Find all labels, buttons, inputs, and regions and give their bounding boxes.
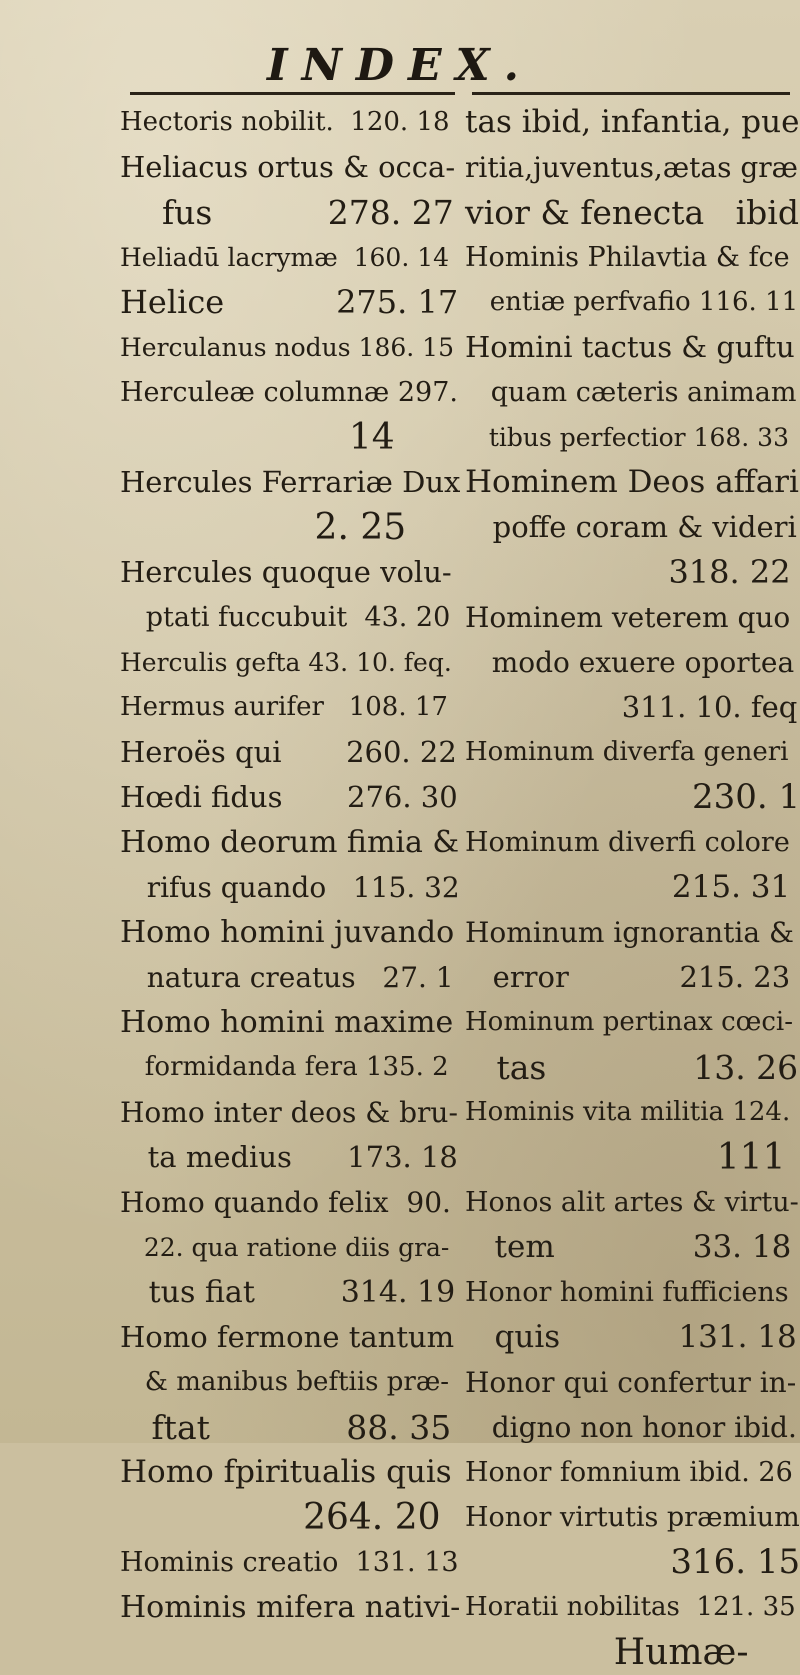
index-entry-line: ptati fuccubuit 43. 20 — [120, 602, 451, 633]
index-entry — [120, 775, 460, 820]
index-entry — [465, 325, 800, 460]
index-entry-line: Homo homini juvando — [120, 915, 455, 950]
index-entry-line: Honor qui confertur in- — [465, 1366, 797, 1399]
index-entry-line: ta medius 173. 18 — [120, 1140, 458, 1174]
index-entry-line: tibus perfectior 168. 33 — [465, 423, 789, 452]
index-entry — [120, 325, 460, 370]
index-entry-line: Honos alit artes & virtu- — [465, 1187, 799, 1218]
index-entry-line: modo exuere oportea — [465, 646, 795, 679]
index-entry — [465, 100, 800, 235]
index-entry — [120, 685, 460, 730]
index-entry — [120, 145, 460, 235]
index-entry — [120, 280, 460, 325]
index-entry — [465, 1000, 800, 1090]
index-entry-line: Homo inter deos & bru- — [120, 1096, 458, 1129]
index-column-right — [465, 100, 800, 1673]
index-entry — [465, 1180, 800, 1270]
index-entry-line: Homo homini maxime — [120, 1005, 454, 1040]
index-entry-line: Horatii nobilitas 121. 35 — [465, 1592, 796, 1622]
index-entry-line: Hercules quoque volu- — [120, 555, 452, 589]
index-entry — [465, 1360, 800, 1450]
index-entry — [120, 730, 460, 775]
index-entry-line: Heroës qui 260. 22 — [120, 735, 457, 769]
index-entry-line: Helice 275. 17 — [120, 283, 459, 321]
index-entry-line: rifus quando 115. 32 — [120, 871, 460, 904]
index-entry-line: Homo deorum fimia & — [120, 825, 460, 860]
index-entry-line: tas 13. 26 — [465, 1048, 799, 1087]
index-entry — [120, 640, 460, 685]
index-entry-line: entiæ perfvafio 116. 11 — [465, 287, 799, 317]
index-entry — [120, 235, 460, 280]
index-entry — [120, 1540, 460, 1585]
index-entry-line: 215. 31 — [465, 869, 791, 905]
index-entry — [465, 1090, 800, 1180]
index-entry-line: Homini tactus & guftu — [465, 330, 795, 364]
index-entry — [120, 1000, 460, 1090]
index-entry-line: & manibus beftiis præ- — [120, 1367, 450, 1397]
index-entry — [465, 820, 800, 910]
index-entry — [465, 1585, 800, 1630]
index-entry-line: Honor virtutis præmium — [465, 1502, 800, 1533]
index-entry — [120, 1090, 460, 1180]
index-entry-line: Heliadū lacrymæ 160. 14 — [120, 243, 450, 272]
index-entry — [120, 1315, 460, 1450]
index-entry — [120, 1585, 460, 1630]
index-entry — [120, 820, 460, 910]
index-entry-line: Hominis Philavtia & fce — [465, 242, 790, 273]
index-entry-line: digno non honor ibid. — [465, 1411, 797, 1444]
index-entry — [465, 1495, 800, 1585]
index-entry-line: Hominum ignorantia & — [465, 916, 794, 949]
index-entry — [465, 235, 800, 325]
index-entry-line: Homo fermone tantum — [120, 1320, 455, 1354]
index-entry-line: 2. 25 — [120, 507, 407, 548]
index-entry-line: tas ibid, infantia, pue — [465, 104, 800, 140]
index-entry — [120, 910, 460, 1000]
index-entry-line: ritia,juventus,ætas græ — [465, 151, 798, 184]
index-entry-line: vior & fenecta ibid — [465, 193, 799, 232]
index-entry — [120, 550, 460, 640]
index-column-left — [120, 100, 461, 1625]
index-entry-line: Homo fpiritualis quis — [120, 1454, 452, 1490]
index-entry — [465, 595, 800, 730]
index-entry-line: Hœdi fidus 276. 30 — [120, 780, 458, 814]
index-entry-line: Hominis creatio 131. 13 — [120, 1547, 459, 1578]
index-entry — [465, 460, 800, 595]
index-entry-line: Hermus aurifer 108. 17 — [120, 692, 448, 722]
index-entry-line: error 215. 23 — [465, 960, 791, 994]
index-entry — [120, 100, 460, 145]
index-entry — [120, 1450, 460, 1540]
index-entry-line: 318. 22 — [465, 553, 791, 591]
index-entry — [120, 460, 460, 550]
index-entry-line: 264. 20 — [120, 1497, 441, 1538]
index-entry-line: Hominis vita militia 124. — [465, 1097, 791, 1127]
index-entry — [120, 1180, 460, 1315]
index-entry-line: poffe coram & videri — [465, 510, 797, 544]
index-entry-line: tem 33. 18 — [465, 1229, 792, 1265]
index-entry — [465, 910, 800, 1000]
index-entry-line: tus fiat 314. 19 — [120, 1275, 456, 1310]
index-entry-line: Honor homini fufficiens — [465, 1277, 789, 1308]
index-entry-line: natura creatus 27. 1 — [120, 961, 454, 994]
index-entry-line: Humæ- — [465, 1632, 749, 1673]
index-entry-line: Hominum diverfa generi — [465, 737, 789, 767]
index-entry — [465, 1630, 800, 1675]
index-entry — [465, 1270, 800, 1360]
index-entry — [465, 730, 800, 820]
index-entry-line: formidanda fera 135. 2 — [120, 1052, 449, 1082]
index-entry-line: Honor fomnium ibid. 26 — [465, 1457, 793, 1488]
page-header: INDEX. — [267, 40, 533, 91]
index-entry-line: Hercules Ferrariæ Dux — [120, 465, 461, 499]
index-entry-line: 311. 10. feq — [465, 690, 798, 724]
index-entry-line: 316. 15 — [465, 1542, 800, 1582]
index-entry-line: Hominum pertinax cœci- — [465, 1007, 794, 1037]
index-entry-line: Herculanus nodus 186. 15 — [120, 333, 454, 362]
index-entry-line: Homo quando felix 90. — [120, 1186, 451, 1219]
index-entry — [465, 1450, 800, 1495]
index-entry-line: Heliacus ortus & occa- — [120, 150, 456, 184]
header-rule-left — [130, 92, 455, 95]
index-entry-line: Hectoris nobilit. 120. 18 — [120, 107, 450, 137]
index-entry-line: quis 131. 18 — [465, 1319, 797, 1355]
index-entry-line: 22. qua ratione diis gra- — [120, 1233, 450, 1262]
index-entry-line: ftat 88. 35 — [120, 1408, 452, 1447]
index-entry-line: Hominum diverfi colore — [465, 827, 790, 858]
index-entry-line: Hominis mifera nativi- — [120, 1590, 461, 1625]
index-entry-line: 14 — [120, 417, 395, 458]
index-entry-line: Herculis gefta 43. 10. feq. — [120, 648, 452, 677]
index-entry-line: quam cæteris animam — [465, 377, 797, 408]
index-entry-line: Hominem veterem quo — [465, 601, 791, 634]
header-rule-right — [472, 92, 790, 95]
index-entry-line: Hominem Deos affari — [465, 464, 799, 500]
index-entry-line: 230. 1 — [465, 777, 800, 817]
index-entry-line: 111 — [465, 1137, 786, 1178]
index-entry — [120, 370, 460, 460]
index-entry-line: Herculeæ columnæ 297. — [120, 377, 458, 408]
index-entry-line: fus 278. 27 — [120, 193, 454, 232]
